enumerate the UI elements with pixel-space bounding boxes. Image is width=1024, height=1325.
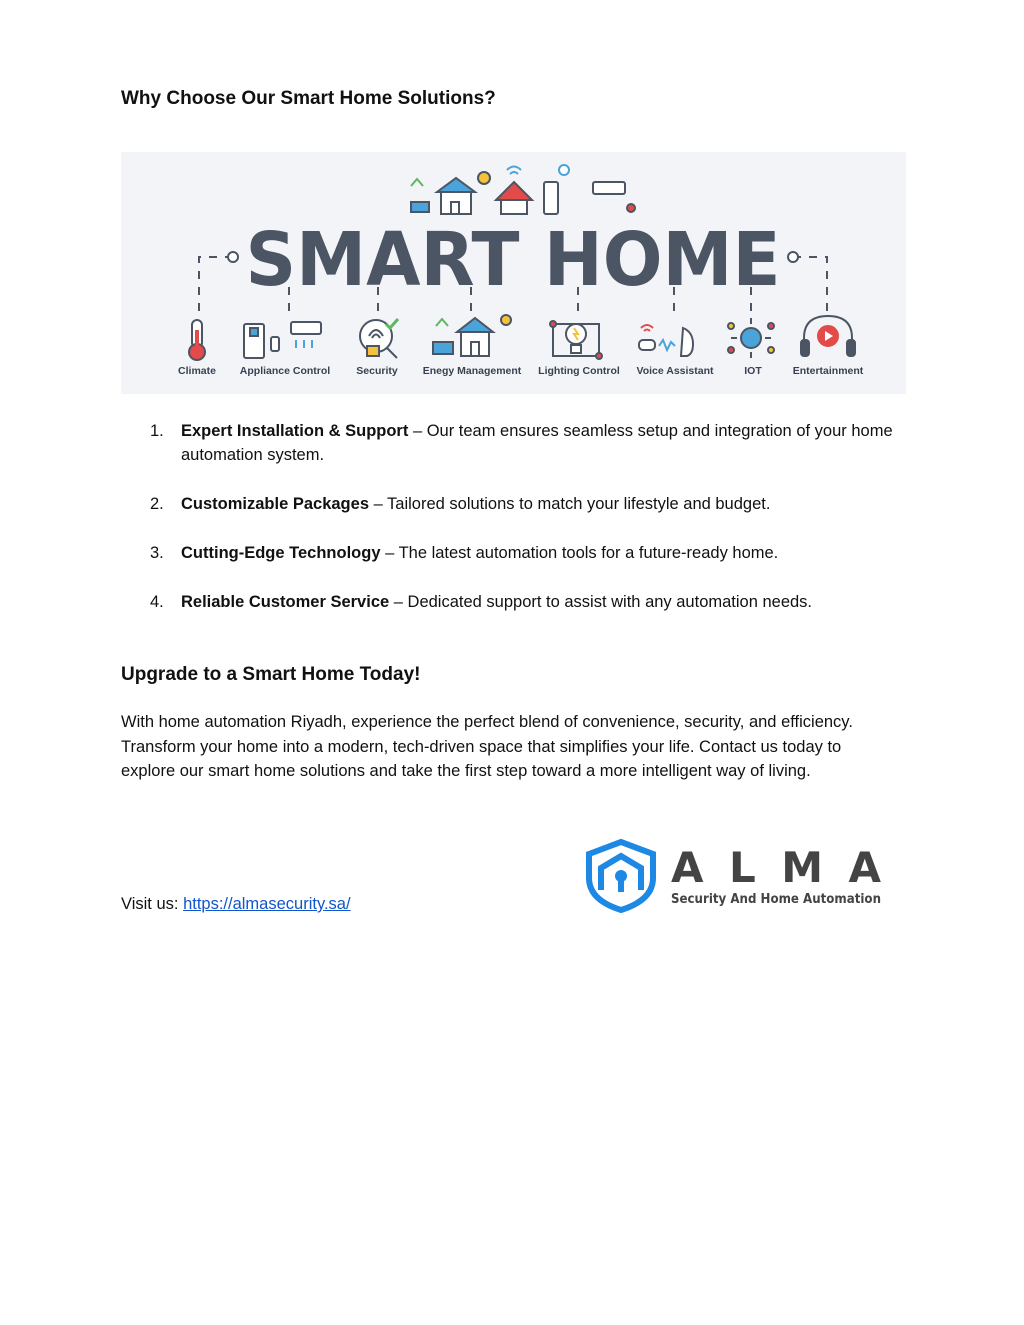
category-label: Appliance Control [239,365,331,377]
website-link[interactable]: https://almasecurity.sa/ [183,895,351,913]
feature-text: – Dedicated support to assist with any automation needs. [389,593,813,611]
logo-tagline: Security And Home Automation [671,891,881,907]
list-item: 1. Expert Installation & Support – Our team ensures seamless setup and integration of your home automation system. [150,422,893,464]
body-paragraph: With home automation Riyadh, experience the perfect blend of convenience, security, and efficiency. Transform your home into a modern, tech-driven space that simplifies your life. Contact us today to explore our smart home solutions and take the first step toward a more intelligent way of living. [121,713,853,780]
voice-assistant-icon [639,325,693,356]
features-list [121,419,901,639]
section-heading-upgrade: Upgrade to a Smart Home Today! [121,664,421,685]
appliances-icon [244,322,321,358]
category-label: Entertainment [792,365,864,377]
feature-text: – The latest automation tools for a future-ready home. [380,544,779,562]
thermometer-icon [189,320,205,360]
list-item: 4. Reliable Customer Service – Dedicated support to assist with any automation needs. [150,593,813,611]
fingerprint-lock-icon [360,319,398,358]
category-label: Security [356,365,398,377]
headphones-play-icon [801,316,855,356]
category-label: Enegy Management [422,365,522,377]
logo-name: ALMA [671,843,881,892]
visit-label: Visit us: [121,895,184,913]
category-label: Climate [178,365,216,377]
list-item: 3. Cutting-Edge Technology – The latest automation tools for a future-ready home. [150,544,779,562]
feature-text: – Our team ensures seamless setup and integration of your home automation system. [181,422,893,464]
iot-network-icon [728,318,774,358]
smart-home-banner [121,152,906,394]
feature-text: – Tailored solutions to match your lifestyle and budget. [369,495,771,513]
category-label: IOT [744,365,762,377]
top-house-cluster-icon [411,165,635,214]
alma-logo [585,838,885,914]
category-label: Voice Assistant [636,365,714,377]
feature-title: Reliable Customer Service [181,593,390,611]
visit-line [121,892,351,916]
solar-house-icon [433,315,511,356]
shield-lock-icon [589,842,653,910]
section-heading-why: Why Choose Our Smart Home Solutions? [121,88,496,109]
feature-title: Cutting-Edge Technology [181,544,381,562]
category-label: Lighting Control [538,365,620,377]
feature-title: Expert Installation & Support [181,422,409,440]
list-item: 2. Customizable Packages – Tailored solutions to match your lifestyle and budget. [150,495,771,513]
light-bulb-icon [550,321,602,359]
banner-title: SMART HOME [245,217,781,303]
feature-title: Customizable Packages [181,495,369,513]
